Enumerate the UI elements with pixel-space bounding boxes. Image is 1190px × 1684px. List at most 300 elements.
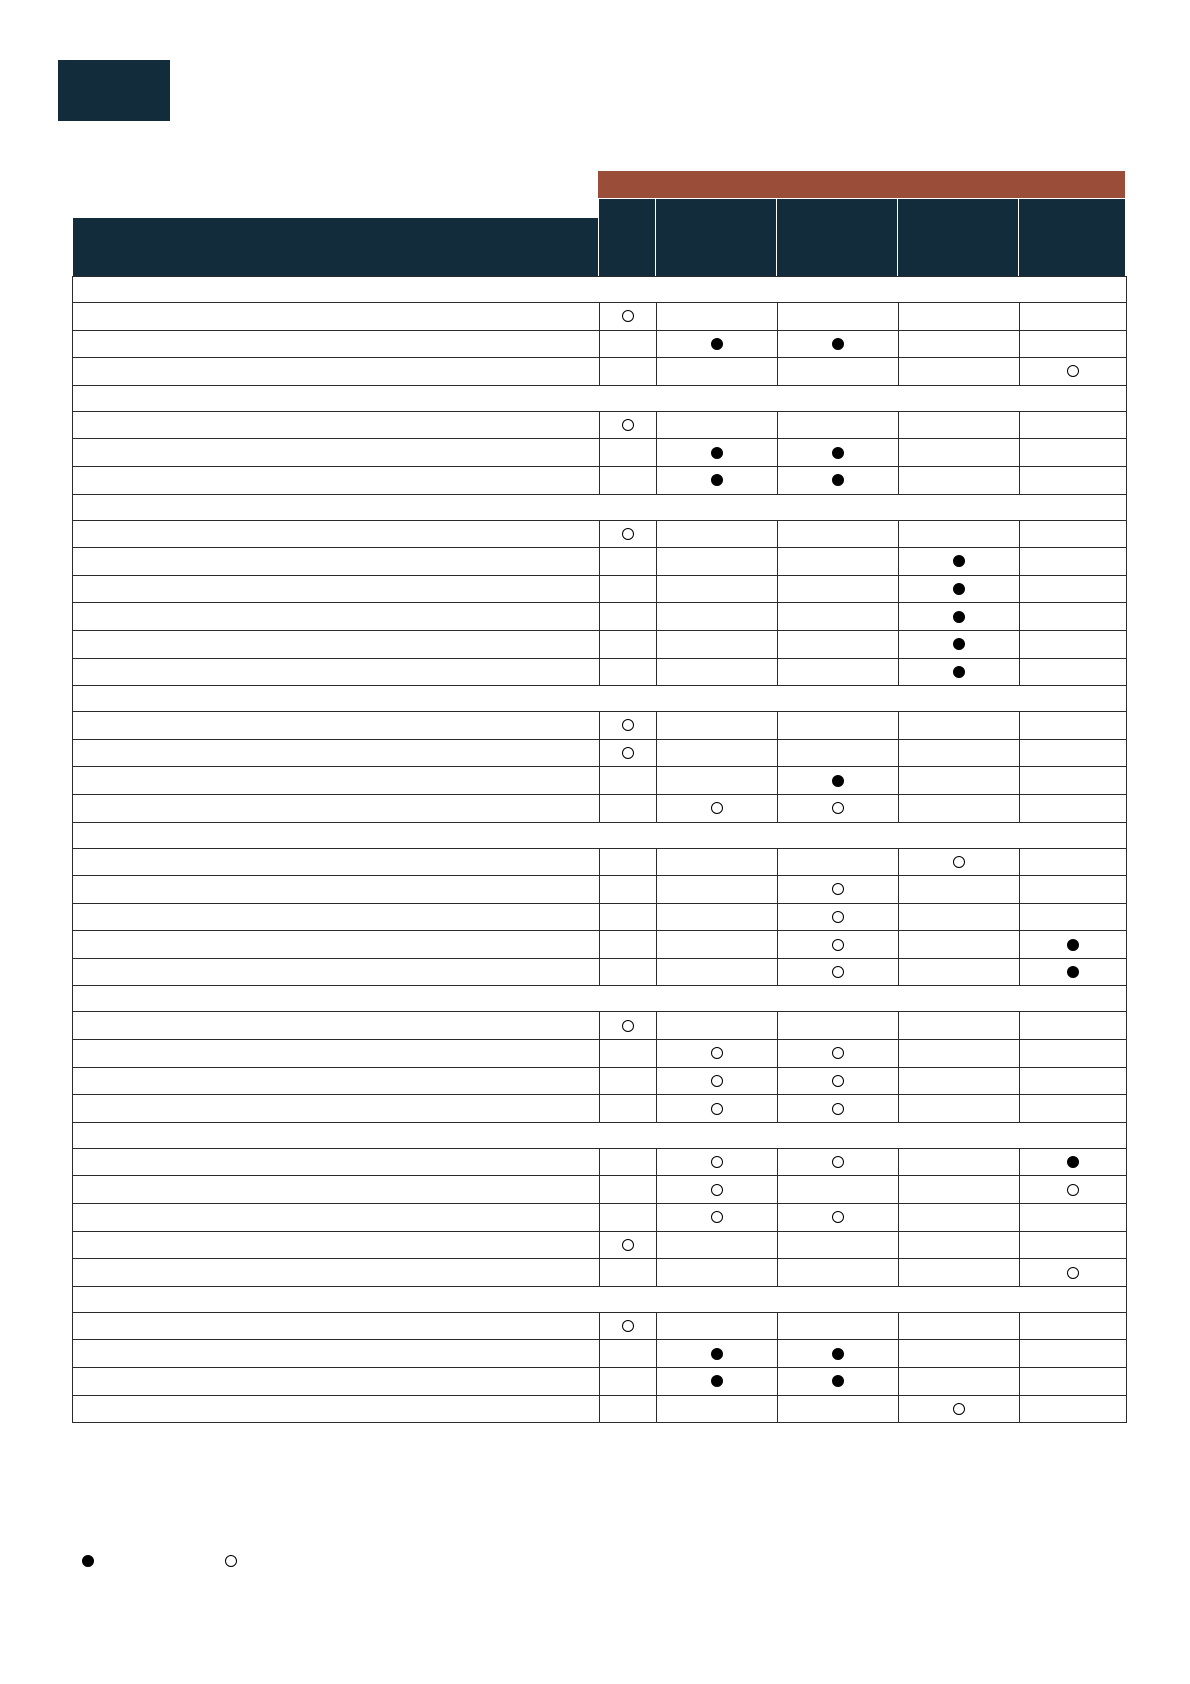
table-cell-col-4	[898, 1040, 1019, 1067]
open-circle-icon	[832, 1047, 844, 1059]
open-circle-icon	[1067, 1267, 1079, 1279]
table-section-row	[73, 1123, 1126, 1149]
table-header-col-4	[898, 199, 1018, 276]
filled-circle-icon	[711, 1348, 723, 1360]
open-circle-icon	[711, 1075, 723, 1087]
table-cell-col-3	[777, 603, 898, 630]
table-section-row	[73, 1287, 1126, 1313]
table-row	[73, 603, 1126, 631]
filled-circle-icon	[953, 638, 965, 650]
open-circle-icon	[711, 1211, 723, 1223]
table-cell-col-3	[777, 412, 898, 439]
filled-circle-icon	[1067, 939, 1079, 951]
row-label-cell	[73, 603, 599, 630]
table-cell-col-4	[898, 576, 1019, 603]
row-label-cell	[73, 795, 599, 822]
table-cell-col-4	[898, 740, 1019, 767]
filled-circle-icon	[832, 474, 844, 486]
table-cell-col-5	[1019, 548, 1126, 575]
table-header-col-3	[777, 199, 897, 276]
table-cell-col-4	[898, 959, 1019, 986]
open-circle-icon	[832, 883, 844, 895]
table-section-row	[73, 686, 1126, 712]
open-circle-icon	[622, 1239, 634, 1251]
table-row	[73, 1176, 1126, 1204]
table-cell-col-3	[777, 1012, 898, 1039]
table-row	[73, 1204, 1126, 1232]
table-cell-col-2	[656, 876, 777, 903]
table-cell-col-5	[1019, 303, 1126, 330]
table-cell-col-4	[898, 1176, 1019, 1203]
table-cell-col-5	[1019, 1040, 1126, 1067]
table-cell-col-1	[599, 876, 656, 903]
table-cell-col-1	[599, 904, 656, 931]
table-cell-col-2	[656, 1068, 777, 1095]
open-circle-icon	[711, 1184, 723, 1196]
table-cell-col-2	[656, 959, 777, 986]
table-cell-col-5	[1019, 767, 1126, 794]
table-row	[73, 849, 1126, 877]
table-cell-col-5	[1019, 412, 1126, 439]
table-cell-col-1	[599, 439, 656, 466]
table-row	[73, 358, 1126, 386]
row-label-cell	[73, 904, 599, 931]
table-cell-col-1	[599, 712, 656, 739]
table-cell-col-2	[656, 521, 777, 548]
filled-circle-icon	[711, 1375, 723, 1387]
table-cell-col-2	[656, 331, 777, 358]
table-cell-col-2	[656, 1012, 777, 1039]
table-cell-col-5	[1019, 1095, 1126, 1122]
table-cell-col-5	[1019, 1012, 1126, 1039]
filled-circle-icon	[953, 583, 965, 595]
row-label-cell	[73, 1340, 599, 1367]
table-cell-col-2	[656, 1095, 777, 1122]
row-label-cell	[73, 467, 599, 494]
table-cell-col-1	[599, 1012, 656, 1039]
table-cell-col-3	[777, 849, 898, 876]
table-row	[73, 1068, 1126, 1096]
table-cell-col-2	[656, 1396, 777, 1423]
table-cell-col-5	[1019, 1396, 1126, 1423]
open-circle-icon	[711, 1103, 723, 1115]
row-label-cell	[73, 1040, 599, 1067]
table-cell-col-3	[777, 1204, 898, 1231]
table-row	[73, 331, 1126, 359]
row-label-cell	[73, 1068, 599, 1095]
table-cell-col-2	[656, 712, 777, 739]
table-cell-col-1	[599, 548, 656, 575]
table-header-col-1	[599, 199, 655, 276]
table-cell-col-1	[599, 576, 656, 603]
table-cell-col-5	[1019, 1232, 1126, 1259]
table-cell-col-1	[599, 467, 656, 494]
row-label-cell	[73, 767, 599, 794]
table-cell-col-4	[898, 659, 1019, 686]
table-cell-col-5	[1019, 1313, 1126, 1340]
table-cell-col-2	[656, 303, 777, 330]
row-label-cell	[73, 521, 599, 548]
row-label-cell	[73, 548, 599, 575]
table-cell-col-5	[1019, 576, 1126, 603]
table-row	[73, 959, 1126, 987]
table-cell-col-4	[898, 548, 1019, 575]
table-cell-col-2	[656, 631, 777, 658]
table-cell-col-1	[599, 1396, 656, 1423]
table-cell-col-1	[599, 603, 656, 630]
table-cell-col-3	[777, 1149, 898, 1176]
table-cell-col-1	[599, 959, 656, 986]
table-row	[73, 659, 1126, 687]
table-row	[73, 439, 1126, 467]
table-cell-col-3	[777, 303, 898, 330]
table-cell-col-4	[898, 1232, 1019, 1259]
row-label-cell	[73, 412, 599, 439]
filled-circle-icon	[1067, 1156, 1079, 1168]
row-label-cell	[73, 1368, 599, 1395]
document-header-block	[58, 60, 170, 121]
table-cell-col-2	[656, 548, 777, 575]
row-label-cell	[73, 631, 599, 658]
row-label-cell	[73, 358, 599, 385]
open-circle-icon	[832, 1211, 844, 1223]
filled-circle-icon	[832, 447, 844, 459]
legend-filled-circle-icon	[82, 1555, 94, 1567]
table-row	[73, 576, 1126, 604]
open-circle-icon	[953, 1403, 965, 1415]
table-row	[73, 412, 1126, 440]
table-row	[73, 712, 1126, 740]
table-cell-col-5	[1019, 740, 1126, 767]
table-cell-col-4	[898, 767, 1019, 794]
table-cell-col-4	[898, 1368, 1019, 1395]
table-cell-col-1	[599, 521, 656, 548]
table-cell-col-2	[656, 467, 777, 494]
table-cell-col-1	[599, 1176, 656, 1203]
table-cell-col-2	[656, 767, 777, 794]
open-circle-icon	[1067, 365, 1079, 377]
table-cell-col-5	[1019, 959, 1126, 986]
table-cell-col-3	[777, 1396, 898, 1423]
table-cell-col-2	[656, 1204, 777, 1231]
table-cell-col-1	[599, 331, 656, 358]
row-label-cell	[73, 1313, 599, 1340]
table-cell-col-3	[777, 1068, 898, 1095]
open-circle-icon	[622, 528, 634, 540]
open-circle-icon	[832, 802, 844, 814]
table-cell-col-2	[656, 849, 777, 876]
table-cell-col-4	[898, 931, 1019, 958]
table-cell-col-4	[898, 712, 1019, 739]
table-row	[73, 740, 1126, 768]
comparison-table	[72, 276, 1127, 1423]
row-label-cell	[73, 1012, 599, 1039]
row-label-cell	[73, 331, 599, 358]
table-cell-col-3	[777, 767, 898, 794]
table-cell-col-4	[898, 1068, 1019, 1095]
table-cell-col-1	[599, 1368, 656, 1395]
filled-circle-icon	[953, 666, 965, 678]
row-label-cell	[73, 1176, 599, 1203]
table-cell-col-3	[777, 1176, 898, 1203]
row-label-cell	[73, 712, 599, 739]
table-cell-col-2	[656, 1313, 777, 1340]
open-circle-icon	[832, 966, 844, 978]
filled-circle-icon	[953, 611, 965, 623]
table-cell-col-4	[898, 1340, 1019, 1367]
table-cell-col-2	[656, 1368, 777, 1395]
table-cell-col-1	[599, 303, 656, 330]
table-cell-col-4	[898, 467, 1019, 494]
table-cell-col-2	[656, 931, 777, 958]
open-circle-icon	[622, 310, 634, 322]
table-row	[73, 876, 1126, 904]
table-cell-col-1	[599, 767, 656, 794]
table-cell-col-2	[656, 576, 777, 603]
table-cell-col-5	[1019, 795, 1126, 822]
table-cell-col-1	[599, 931, 656, 958]
table-cell-col-3	[777, 876, 898, 903]
table-cell-col-1	[599, 740, 656, 767]
open-circle-icon	[832, 1075, 844, 1087]
table-cell-col-2	[656, 1232, 777, 1259]
table-cell-col-1	[599, 358, 656, 385]
table-cell-col-5	[1019, 876, 1126, 903]
row-label-cell	[73, 1095, 599, 1122]
table-cell-col-2	[656, 1040, 777, 1067]
row-label-cell	[73, 303, 599, 330]
open-circle-icon	[711, 1156, 723, 1168]
table-row	[73, 521, 1126, 549]
table-cell-col-3	[777, 959, 898, 986]
table-cell-col-1	[599, 412, 656, 439]
row-label-cell	[73, 1149, 599, 1176]
table-cell-col-3	[777, 521, 898, 548]
table-row	[73, 1368, 1126, 1396]
table-row	[73, 1340, 1126, 1368]
filled-circle-icon	[1067, 966, 1079, 978]
table-cell-col-1	[599, 1232, 656, 1259]
open-circle-icon	[832, 911, 844, 923]
table-cell-col-3	[777, 931, 898, 958]
row-label-cell	[73, 1204, 599, 1231]
table-cell-col-1	[599, 1095, 656, 1122]
table-cell-col-2	[656, 1176, 777, 1203]
table-cell-col-5	[1019, 603, 1126, 630]
table-row	[73, 1313, 1126, 1341]
open-circle-icon	[622, 719, 634, 731]
table-cell-col-2	[656, 795, 777, 822]
table-section-row	[73, 386, 1126, 412]
filled-circle-icon	[711, 338, 723, 350]
table-cell-col-3	[777, 631, 898, 658]
table-cell-col-1	[599, 795, 656, 822]
table-cell-col-4	[898, 603, 1019, 630]
open-circle-icon	[953, 856, 965, 868]
table-row	[73, 303, 1126, 331]
open-circle-icon	[622, 1020, 634, 1032]
table-header-col-2	[656, 199, 776, 276]
table-cell-col-3	[777, 548, 898, 575]
table-cell-col-2	[656, 603, 777, 630]
table-row	[73, 1396, 1126, 1424]
table-cell-col-5	[1019, 659, 1126, 686]
table-cell-col-3	[777, 904, 898, 931]
table-cell-col-4	[898, 439, 1019, 466]
open-circle-icon	[832, 939, 844, 951]
table-cell-col-2	[656, 439, 777, 466]
table-row	[73, 1259, 1126, 1287]
open-circle-icon	[832, 1156, 844, 1168]
table-cell-col-2	[656, 412, 777, 439]
table-row	[73, 1095, 1126, 1123]
table-row	[73, 904, 1126, 932]
table-cell-col-5	[1019, 1204, 1126, 1231]
row-label-cell	[73, 1396, 599, 1423]
table-cell-col-3	[777, 740, 898, 767]
table-row	[73, 1012, 1126, 1040]
table-cell-col-5	[1019, 467, 1126, 494]
table-cell-col-2	[656, 1340, 777, 1367]
table-row	[73, 931, 1126, 959]
table-cell-col-5	[1019, 849, 1126, 876]
table-cell-col-5	[1019, 358, 1126, 385]
open-circle-icon	[1067, 1184, 1079, 1196]
table-section-row	[73, 986, 1126, 1012]
table-cell-col-1	[599, 1340, 656, 1367]
table-cell-col-4	[898, 331, 1019, 358]
table-cell-col-5	[1019, 521, 1126, 548]
table-cell-col-4	[898, 1396, 1019, 1423]
table-cell-col-2	[656, 740, 777, 767]
row-label-cell	[73, 576, 599, 603]
table-cell-col-2	[656, 1259, 777, 1286]
column-group-bar	[598, 171, 1125, 198]
table-cell-col-4	[898, 358, 1019, 385]
table-cell-col-2	[656, 1149, 777, 1176]
open-circle-icon	[622, 1320, 634, 1332]
table-cell-col-1	[599, 659, 656, 686]
row-label-cell	[73, 876, 599, 903]
table-cell-col-5	[1019, 631, 1126, 658]
row-label-cell	[73, 439, 599, 466]
table-row	[73, 767, 1126, 795]
table-cell-col-1	[599, 1313, 656, 1340]
table-cell-col-3	[777, 659, 898, 686]
row-label-cell	[73, 931, 599, 958]
table-cell-col-5	[1019, 1176, 1126, 1203]
table-row	[73, 631, 1126, 659]
table-cell-col-5	[1019, 1259, 1126, 1286]
table-cell-col-5	[1019, 931, 1126, 958]
open-circle-icon	[832, 1103, 844, 1115]
row-label-cell	[73, 1259, 599, 1286]
table-cell-col-5	[1019, 904, 1126, 931]
table-cell-col-3	[777, 1040, 898, 1067]
table-row	[73, 1232, 1126, 1260]
row-label-cell	[73, 1232, 599, 1259]
table-cell-col-3	[777, 467, 898, 494]
filled-circle-icon	[953, 555, 965, 567]
table-cell-col-4	[898, 412, 1019, 439]
table-cell-col-1	[599, 1149, 656, 1176]
table-cell-col-3	[777, 712, 898, 739]
table-cell-col-1	[599, 1204, 656, 1231]
table-cell-col-2	[656, 358, 777, 385]
table-cell-col-4	[898, 1149, 1019, 1176]
table-section-row	[73, 277, 1126, 303]
table-cell-col-4	[898, 849, 1019, 876]
filled-circle-icon	[711, 447, 723, 459]
table-row	[73, 1149, 1126, 1177]
row-label-cell	[73, 740, 599, 767]
table-cell-col-4	[898, 904, 1019, 931]
table-row	[73, 467, 1126, 495]
filled-circle-icon	[832, 338, 844, 350]
table-cell-col-4	[898, 795, 1019, 822]
table-cell-col-5	[1019, 331, 1126, 358]
table-cell-col-5	[1019, 712, 1126, 739]
table-cell-col-4	[898, 1259, 1019, 1286]
table-cell-col-4	[898, 521, 1019, 548]
table-cell-col-4	[898, 1012, 1019, 1039]
table-cell-col-3	[777, 331, 898, 358]
table-section-row	[73, 495, 1126, 521]
table-cell-col-1	[599, 849, 656, 876]
table-cell-col-3	[777, 576, 898, 603]
filled-circle-icon	[832, 1348, 844, 1360]
table-cell-col-5	[1019, 1340, 1126, 1367]
table-row	[73, 1040, 1126, 1068]
table-cell-col-4	[898, 1204, 1019, 1231]
table-header-col-5	[1019, 199, 1125, 276]
table-cell-col-1	[599, 1040, 656, 1067]
table-cell-col-3	[777, 795, 898, 822]
table-cell-col-3	[777, 1232, 898, 1259]
table-cell-col-4	[898, 303, 1019, 330]
open-circle-icon	[711, 802, 723, 814]
table-cell-col-1	[599, 631, 656, 658]
table-cell-col-4	[898, 876, 1019, 903]
table-cell-col-3	[777, 1259, 898, 1286]
table-cell-col-3	[777, 1313, 898, 1340]
table-cell-col-4	[898, 631, 1019, 658]
table-cell-col-3	[777, 1368, 898, 1395]
open-circle-icon	[622, 419, 634, 431]
table-cell-col-1	[599, 1068, 656, 1095]
table-cell-col-5	[1019, 1068, 1126, 1095]
table-cell-col-1	[599, 1259, 656, 1286]
table-cell-col-3	[777, 439, 898, 466]
table-row	[73, 548, 1126, 576]
table-header-label-cell	[73, 218, 598, 276]
open-circle-icon	[711, 1047, 723, 1059]
filled-circle-icon	[711, 474, 723, 486]
table-cell-col-4	[898, 1095, 1019, 1122]
table-cell-col-3	[777, 1340, 898, 1367]
row-label-cell	[73, 659, 599, 686]
table-cell-col-4	[898, 1313, 1019, 1340]
table-cell-col-5	[1019, 1149, 1126, 1176]
filled-circle-icon	[832, 1375, 844, 1387]
legend-open-circle-icon	[225, 1555, 237, 1567]
table-row	[73, 795, 1126, 823]
table-cell-col-5	[1019, 439, 1126, 466]
table-cell-col-2	[656, 904, 777, 931]
table-cell-col-3	[777, 358, 898, 385]
open-circle-icon	[622, 747, 634, 759]
table-cell-col-3	[777, 1095, 898, 1122]
